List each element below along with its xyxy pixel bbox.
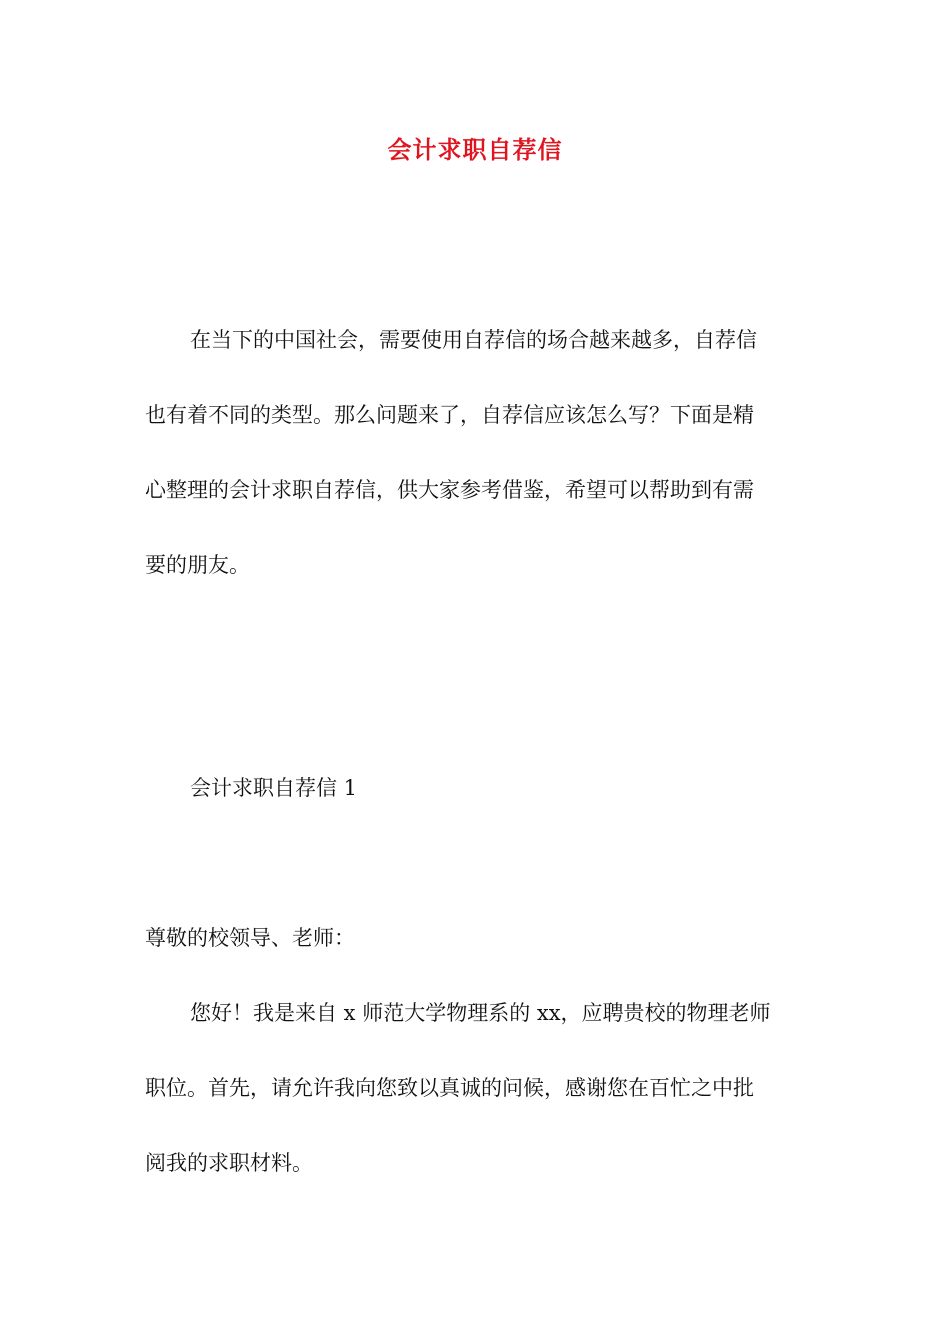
document-title: 会计求职自荐信	[387, 135, 563, 164]
body-line: 职位。首先，请允许我向您致以真诚的问候，感谢您在百忙之中批	[145, 1076, 754, 1100]
intro-line: 要的朋友。	[145, 553, 250, 577]
salutation: 尊敬的校领导、老师：	[145, 926, 355, 950]
intro-line: 在当下的中国社会，需要使用自荐信的场合越来越多，自荐信	[190, 328, 757, 352]
intro-line: 也有着不同的类型。那么问题来了，自荐信应该怎么写？下面是精	[145, 403, 754, 427]
body-line: 阅我的求职材料。	[145, 1151, 313, 1175]
body-line: 您好！我是来自 x 师范大学物理系的 xx，应聘贵校的物理老师	[190, 1001, 771, 1025]
section-heading: 会计求职自荐信 1	[190, 776, 358, 800]
intro-line: 心整理的会计求职自荐信，供大家参考借鉴，希望可以帮助到有需	[145, 478, 754, 502]
